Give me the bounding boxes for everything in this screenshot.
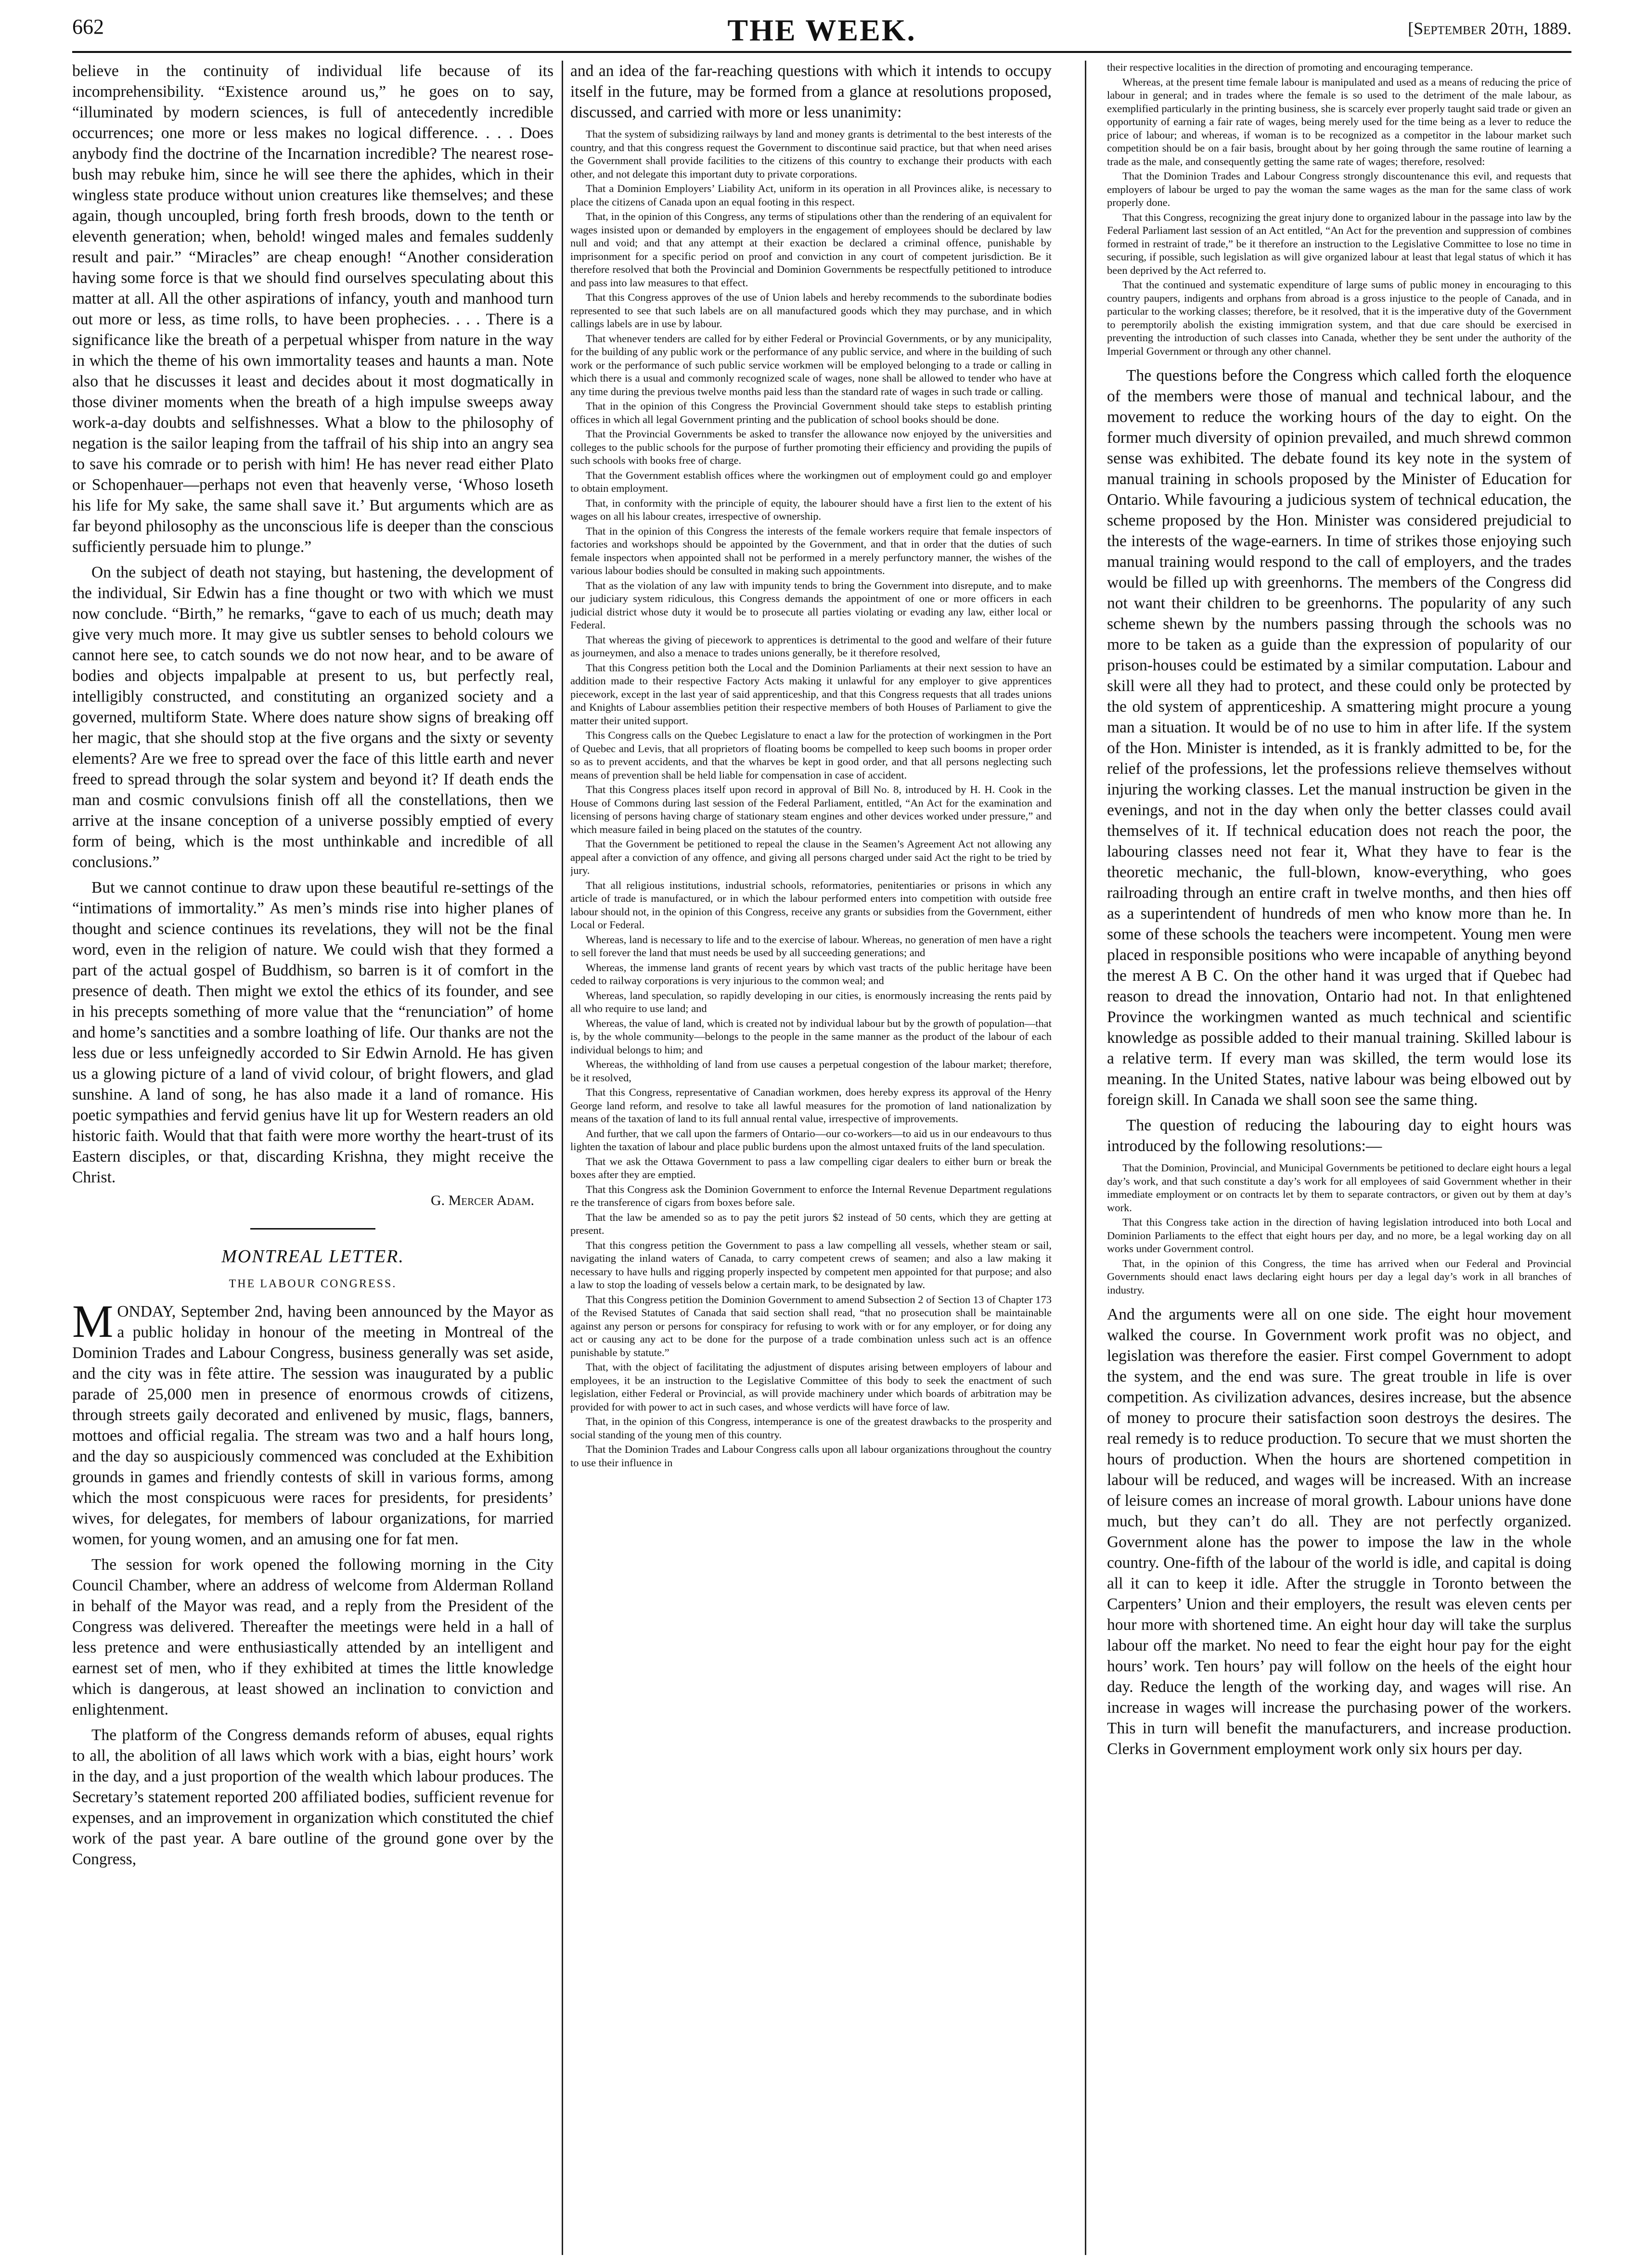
report-paragraph: The questions before the Congress which called forth the eloquence of the members were those of manual and technical labour, and the movement to reduce the working hours of the day to eight. On the former much diversity of opinion prevailed, and much shrewd common sense was exhibited. The debate found its key note in the system of manual training in schools proposed by the Minister of Education for Ontario. While favouring a judicious system of technical education, the scheme proposed by the Hon. Minister was considered prejudicial to the interests of the wage-earners. In time of strikes those enjoying such manual training would respond to the call of employers, and the trades would be filled up with greenhorns. The members of the Congress did not want their children to be greenhorns. The popularity of any such scheme shewn by the numbers passing through the schools was no more to be taken as a guide than the expression of popularity of our prison-houses could be estimated by a similar computation. Labour and skill were all they had to protect, and these could only be protected by the old system of apprenticeship. A smattering might procure a young man a situation. It would be of no use to him in after life. If the system of the Hon. Minister is intended, as it is frankly admitted to be, for the relief of the professions, let the professions relieve themselves without injuring the working classes. Let the manual instruction be given in the evenings, and not in the day when only the better classes could avail themselves of it. If technical education does not reach the poor, the labouring classes need not fear it, What they have to fear is the theoretic mechanic, the full-blown, know-everything, who goes railroading through an entire craft in twelve months, and then hies off as a superintendent of hundreds of men who know more than he. In some of these schools the teachers were incompetent. Young men were placed in responsible positions who were incapable of anything beyond the merest A B C. On the other hand it was urged that if Quebec had reason to dread the innovation, Ontario had not. In that enlightened Province the workingmen wanted as much technical and scientific knowledge as possible added to their manual training. Skilled labour is a relative term. If every man was skilled, the term would lose its meaning. In the United States, native labour was being elbowed out by foreign skill. In Canada we shall soon see the same thing.	[1107, 367, 1571, 1109]
column-rule-right	[1085, 61, 1086, 2255]
letter-paragraph: The session for work opened the following morning in the City Council Chamber, where an address of welcome from Alderman Rolland in behalf of the Mayor was read, and a reply from the President of the Congress was delivered. Thereafter the meetings were held in a hall of less pretence and were enthusiastically attended by an intelligent and earnest set of men, who if they exhibited at times the little knowledge which is dangerous, at least showed an inclination to conviction and enlightenment.	[72, 1556, 553, 1718]
resolution-item: That this Congress, representative of Canadian workmen, does hereby express its approval of the Henry George land reform, and resolve to take all lawful measures for the promotion of land nationalization by means of the taxation of land to its full annual rental value, irrespective of improvements.	[570, 1086, 1052, 1125]
eight-hour-resolutions	[1107, 1161, 1571, 1296]
resolution-item: That, with the object of facilitating the adjustment of disputes arising between employers of labour and employees, it be an instruction to the Legislative Committee of this body to seek the enactment of such legislation, either Federal or Provincial, as will provide machinery under which boards of arbitration may be provided for with power to act in such cases, and whose verdicts will have force of law.	[570, 1361, 1052, 1413]
resolution-item: That this Congress ask the Dominion Government to enforce the Internal Revenue Department regulations re the transference of cigars from boxes before sale.	[570, 1183, 1052, 1208]
resolution-item: That, in the opinion of this Congress, the time has arrived when our Federal and Provincial Governments should enact laws declaring eight hours per day a legal day’s work in all branches of industry.	[1107, 1257, 1571, 1296]
resolutions-intro: and an idea of the far-reaching questions with which it intends to occupy itself in the future, may be formed from a glance at resolutions proposed, discussed, and carried with more or less unanimity:	[570, 62, 1052, 121]
section-subtitle: THE LABOUR CONGRESS.	[229, 1278, 397, 1290]
resolution-item: That this Congress petition the Dominion Government to amend Subsection 2 of Section 13 of Chapter 173 of the Revised Statutes of Canada that said section shall read, “that no prosecution shall be maintainable against any person or persons for conspiracy for refusing to work with or for any employer, or for doing any act or causing any act to be done for the purpose of a trade combination unless such act is an offence punishable by statute.”	[570, 1293, 1052, 1358]
resolution-item: That the Dominion Trades and Labour Congress calls upon all labour organizations throughout the country to use their influence in	[570, 1443, 1052, 1469]
section-divider	[250, 1228, 375, 1230]
resolution-item: That the Dominion, Provincial, and Municipal Governments be petitioned to declare eight hours a legal day’s work, and that such constitute a day’s work for all employees of said Government whether in their immediate employment or on contracts let by them to separate contractors, or given out by them at day’s work.	[1107, 1162, 1571, 1214]
resolution-item: That, in the opinion of this Congress, intemperance is one of the greatest drawbacks to the prosperity and social standing of the young men of this country.	[570, 1415, 1052, 1441]
resolutions-list-continued	[1107, 61, 1571, 358]
resolution-item: their respective localities in the direction of promoting and encouraging temperance.	[1107, 61, 1473, 73]
closing-paragraph: And the arguments were all on one side. The eight hour movement walked the course. In Government work profit was no object, and legislation was therefore the easier. First compel Government to adopt the system, and the end was sure. The great trouble in life is over competition. As civilization advances, desires increase, but the absence of money to procure their satisfaction soon destroys the desires. The real remedy is to reduce production. To secure that we must shorten the hours of production. When the hours are shortened competition in labour will be reduced, and wages will be increased. With an increase of leisure comes an increase of moral growth. Labour unions have done much, but they can’t do all. They are not perfectly organized. Government alone has the power to impose the law in the whole country. One-fifth of the labour of the world is idle, and capital is doing all it can to keep it idle. After the struggle in Toronto between the Carpenters’ Union and their employers, the result was eleven cents per hour more with shortened time. An eight hour day will take the surplus labour off the market. No need to fear the eight hour pay for the eight hours’ work. Ten hours’ pay will follow on the heels of the eight hour day. Reduce the length of the working day, and wages will rise. An increase in wages will increase the purchasing power of the workers. This in turn will benefit the manufacturers, and increase production. Clerks in Government employment work only six hours per day.	[1107, 1306, 1571, 1758]
page-number: 662	[72, 15, 104, 38]
letter-first-paragraph	[72, 1295, 553, 1550]
resolution-item: That as the violation of any law with impunity tends to bring the Government into disrepute, and to make our judiciary system ridiculous, this Congress demands the appointment of one or more officers in each judicial district whose duty it would be to prosecute all parties violating or evading any law, either local or Federal.	[570, 579, 1052, 631]
resolution-item: Whereas, land speculation, so rapidly developing in our cities, is enormously increasing the rents paid by all who require to use land; and	[570, 989, 1052, 1014]
masthead-title: THE WEEK.	[727, 13, 916, 47]
resolution-item: That the Provincial Governments be asked to transfer the allowance now enjoyed by the universities and colleges to the public schools for the purpose of further promoting their efficiency and providing the pupils of such schools with books free of charge.	[570, 428, 1052, 466]
resolution-item: That this Congress approves of the use of Union labels and hereby recommends to the subordinate bodies represented to see that such labels are on all manufactured goods which they may purchase, and in which callings labels are in use by labour.	[570, 291, 1052, 330]
resolution-item: That the Dominion Trades and Labour Congress strongly discountenance this evil, and requests that employers of labour be urged to pay the woman the same wages as the man for the same class of work properly done.	[1107, 170, 1571, 208]
resolution-item: Whereas, the immense land grants of recent years by which vast tracts of the public heritage have been ceded to railway corporations is very injurious to the common weal; and	[570, 961, 1052, 987]
resolutions-list	[570, 128, 1052, 1469]
letter-first-text: ONDAY, September 2nd, having been announced by the Mayor as a public holiday in honour of the meeting in Montreal of the Dominion Trades and Labour Congress, business generally was set aside, and the city was in fête attire. The session was inaugurated by a public parade of 25,000 men in presence of enormous crowds of citizens, through streets gaily decorated and enlivened by music, flags, banners, mottoes and official regalia. The stream was two and a half hours long, and the day so auspiciously commenced was concluded at the Exhibition grounds in games and friendly contests of skill in various forms, among which the most conspicuous were races for presidents, for presidents’ wives, for delegates, for members of labour organizations, for married women, for young women, and an amusing one for fat men.	[72, 1303, 553, 1548]
column-right	[1107, 61, 1571, 2255]
column-left	[72, 61, 553, 2255]
resolution-item: That this Congress, recognizing the great injury done to organized labour in the passage into law by the Federal Parliament last session of an Act entitled, “An Act for the prevention and suppression of combines formed in restraint of trade,” be it therefore an instruction to the Legislative Committee to lose no time in securing, if possible, such legislation as will give organized labour at least that legal status of which it has been deprived by the Act referred to.	[1107, 211, 1571, 276]
issue-date: [September 20th, 1889.	[1408, 19, 1571, 38]
drop-cap: M	[72, 1295, 114, 1347]
resolution-item: That this Congress take action in the direction of having legislation introduced into both Local and Dominion Parliaments to the effect that eight hours per day, and no more, be a legal working day on all works under Government control.	[1107, 1216, 1571, 1255]
report-paragraph: The question of reducing the labouring day to eight hours was introduced by the following resolutions:—	[1107, 1116, 1571, 1155]
resolution-item: Whereas, the withholding of land from use causes a perpetual congestion of the labour market; therefore, be it resolved,	[570, 1058, 1052, 1084]
resolution-item: That this Congress places itself upon record in approval of Bill No. 8, introduced by H. H. Cook in the House of Commons during last session of the Federal Parliament, entitled, “An Act for the examination and licensing of persons having charge of stationary steam engines and other devices worked under pressure,” and which measure failed in being placed on the statutes of the country.	[570, 783, 1052, 835]
resolution-item: That the system of subsidizing railways by land and money grants is detrimental to the best interests of the country, and that this congress request the Government to discontinue said practice, but that when need arises the Government shall provide facilities to the citizens of this country to exchange their products with each other, and not delegate this important duty to private corporations.	[570, 128, 1052, 180]
resolution-item: That the Government establish offices where the workingmen out of employment could go and employer to obtain employment.	[570, 469, 1052, 494]
resolution-item: That, in the opinion of this Congress, any terms of stipulations other than the rendering of an equivalent for wages insisted upon or demanded by employers in the engagement of employees should be declared by law null and void; and that any attempt at their exaction be declared a criminal offence, punishable by imprisonment for a specific period on proof and conviction in any court of competent jurisdiction. Be it therefore resolved that both the Provincial and Dominion Governments be respectfully petitioned to introduce and pass into law measures to that effect.	[570, 210, 1052, 289]
resolution-item: That this Congress petition both the Local and the Dominion Parliaments at their next session to have an addition made to their respective Factory Acts making it unlawful for any employer to give apprentices piecework, except in the last year of said apprenticeship, and that this Congress requests that all trades unions and Knights of Labour assemblies petition their respective members of both Houses of Parliament to give the matter their united support.	[570, 661, 1052, 727]
resolution-item: Whereas, at the present time female labour is manipulated and used as a means of reducing the price of labour in general; and in trades where the female is so used to the detriment of the male labour, as exemplified particularly in the printing business, she is scarcely ever properly taught said trade or given an opportunity of earning a fair rate of wages, being merely used for the time being as a lever to reduce the price of labour; and whereas, if woman is to be recognized as a competitor in the labour market such competition should be on a fair basis, brought about by her going through the same routine of learning a trade as the male, and consequently getting the same rate of wages; therefore, resolved:	[1107, 76, 1571, 167]
resolution-item: That in the opinion of this Congress the Provincial Government should take steps to establish printing offices in which all legal Government printing and the publication of school books should be done.	[570, 400, 1052, 425]
column-middle	[570, 61, 1052, 2255]
resolution-item: That, in conformity with the principle of equity, the labourer should have a first lien to the extent of his wages on all his labour creates, irrespective of ownership.	[570, 497, 1052, 522]
resolution-item: That whereas the giving of piecework to apprentices is detrimental to the good and welfare of their future as journeymen, and also a menace to trades unions generally, be it therefore resolved,	[570, 633, 1052, 659]
letter-paragraph: The platform of the Congress demands reform of abuses, equal rights to all, the abolition of all laws which work with a bias, eight hours’ work in the day, and a just proportion of the wealth which labour produces. The Secretary’s statement reported 200 affiliated bodies, sufficient revenue for expenses, and an improvement in organization which constituted the chief work of the past year. A bare outline of the ground gone over by the Congress,	[72, 1726, 553, 1868]
resolution-item: And further, that we call upon the farmers of Ontario—our co-workers—to aid us in our endeavours to thus lighten the taxation of labour and place public burdens upon the almost untaxed fruits of the land speculation.	[570, 1127, 1052, 1153]
resolution-item: That in the opinion of this Congress the interests of the female workers require that female inspectors of factories and workshops should be appointed by the Government, and that in order that the duties of such female inspectors when appointed shall not be performed in a merely perfunctory manner, the wishes of the various labour bodies should be consulted in making such appointments.	[570, 525, 1052, 577]
page-header	[72, 13, 1571, 53]
author-signature: G. Mercer Adam.	[430, 1192, 534, 1208]
resolution-item: That all religious institutions, industrial schools, reformatories, penitentiaries or prisons in which any article of trade is manufactured, or in which the labour performed enters into competition with outside free labour should not, in the opinion of this Congress, receive any grants or subsidies from the Government, either Local or Federal.	[570, 879, 1052, 931]
resolution-item: Whereas, the value of land, which is created not by individual labour but by the growth of population—that is, by the whole community—belongs to the people in the same manner as the product of the labour of each individual belongs to him; and	[570, 1017, 1052, 1056]
essay-paragraph-2: On the subject of death not staying, but hastening, the development of the individual, Sir Edwin has a fine thought or two with which we must now conclude. “Birth,” he remarks, “gave to each of us much; death may give very much more. It may give us subtler senses to behold colours we cannot here see, to catch sounds we do not now hear, and to be aware of bodies and objects impalpable at present to us, but perfectly real, intelligibly constructed, and constituting an organized society and a governed, multiform State. Where does nature show signs of breaking off her magic, that she should stop at the five organs and the sixty or seventy elements? Are we free to spread over the face of this little earth and never freed to spread through the solar system and beyond it? If death ends the man and cosmic convulsions finish off all the constellations, then we arrive at the insane conception of a universe possibly emptied of every form of being, which is the most unthinkable and incredible of all conclusions.”	[72, 564, 553, 871]
essay-paragraph-3: But we cannot continue to draw upon these beautiful re-settings of the “intimations of immortality.” As men’s minds rise into higher planes of thought and science continues its revelations, they will not be the final word, even in the religion of nature. We could wish that they formed a part of the actual gospel of Buddhism, so barren is it of comfort in the presence of death. Then might we extol the ethics of its founder, and see in his precepts something of more value that the “renunciation” of home and home’s sanctities and a sombre loathing of life. Our thanks are not the less due or less unfeignedly accorded to Sir Edwin Arnold. He has given us a glowing picture of a land of vivid colour, of bright flowers, and glad sunshine. A land of song, he has also made it a land of romance. His poetic sympathies and fervid genius have lit up for Western readers an old historic faith. Would that that faith were more worthy the heart-trust of its Eastern disciples, or that, discarding Krishna, they might receive the Christ.	[72, 879, 553, 1186]
resolution-item: That the law be amended so as to pay the petit jurors $2 instead of 50 cents, which they are getting at present.	[570, 1211, 1052, 1236]
column-rule-left	[562, 61, 563, 2255]
resolution-item: That this congress petition the Government to pass a law compelling all vessels, whether steam or sail, navigating the inland waters of Canada, to carry competent crews of seamen; and also a law making it necessary to have hulls and rigging properly inspected by competent men appointed for that purpose; and also a law to stop the loading of vessels below a certain mark, to be designated by law.	[570, 1239, 1052, 1291]
section-title: MONTREAL LETTER.	[221, 1246, 404, 1267]
resolution-item: That the Government be petitioned to repeal the clause in the Seamen’s Agreement Act not allowing any appeal after a conviction of any offence, and giving all persons charged under said Act the right to be tried by jury.	[570, 838, 1052, 876]
essay-paragraph-1: believe in the continuity of individual life because of its incomprehensibility. “Existence around us,” he goes on to say, “illuminated by modern sciences, is full of antecedently incredible occurrences; one more or less makes no logical difference. . . . Does anybody find the doctrine of the Incarnation incredible? The nearest rose-bush may rebuke him, since he will see there the aphides, which in their wingless state produce without union creatures like themselves; and these again, though uncoupled, bring forth fresh broods, down to the tenth or eleventh generation; when, behold! winged males and females suddenly result and pair.” “Miracles” are cheap enough! “Another consideration having some force is that we should find ourselves speculating about this matter at all. All the other aspirations of infancy, youth and manhood turn out more or less, as time rolls, to have been prophecies. . . . There is a significance like the breath of a perpetual whisper from nature in the way in which the theme of his own immortality teases and haunts a man. Note also that he discusses it least and decides about it most dogmatically in those diviner moments when the breath of a high impulse sweeps away work-a-day doubts and selfishnesses. What a blow to the philosophy of negation is the sailor leaping from the taffrail of his ship into an angry sea to save his comrade or to perish with him! He has never read either Plato or Schopenhauer—perhaps not even that heavenly verse, ‘Whoso loseth his life for My sake, the same shall save it.’ But arguments which are as far beyond philosophy as the unconscious life is deeper than the conscious sufficiently persuade him to plunge.”	[72, 62, 553, 556]
resolution-item: That whenever tenders are called for by either Federal or Provincial Governments, or by any municipality, for the building of any public work or the performance of any public service, and where in the building of such work or the performance of such public service workmen will be employed belonging to a trade or calling in which there is a usual and commonly recognized scale of wages, none shall be allowed to tender who have at any time during the previous twelve months paid less than the standard rate of wages in such trade or calling.	[570, 332, 1052, 397]
resolution-item: That the continued and systematic expenditure of large sums of public money in encouraging to this country paupers, indigents and orphans from abroad is a gross injustice to the people of Canada, and in particular to the working classes; therefore, be it resolved, that it is the imperative duty of the Government to peremptorily abolish the existing immigration system, and that due care should be exercised in preventing the introduction of such classes into Canada, whether they be sent under the authority of the Imperial Government or through any other channel.	[1107, 279, 1571, 357]
resolution-item: This Congress calls on the Quebec Legislature to enact a law for the protection of workingmen in the Port of Quebec and Levis, that all proprietors of floating booms be compelled to keep such booms in proper order so as to prevent accidents, and that the wharves be kept in good order, and that all persons neglecting such means of prevention shall be held liable for compensation in case of accident.	[570, 729, 1052, 781]
resolution-item: Whereas, land is necessary to life and to the exercise of labour. Whereas, no generation of men have a right to sell forever the land that must needs be used by all succeeding generations; and	[570, 933, 1052, 959]
resolution-item: That we ask the Ottawa Government to pass a law compelling cigar dealers to either burn or break the boxes after they are emptied.	[570, 1155, 1052, 1180]
resolution-item: That a Dominion Employers’ Liability Act, uniform in its operation in all Provinces alike, is necessary to place the citizens of Canada upon an equal footing in this respect.	[570, 182, 1052, 208]
